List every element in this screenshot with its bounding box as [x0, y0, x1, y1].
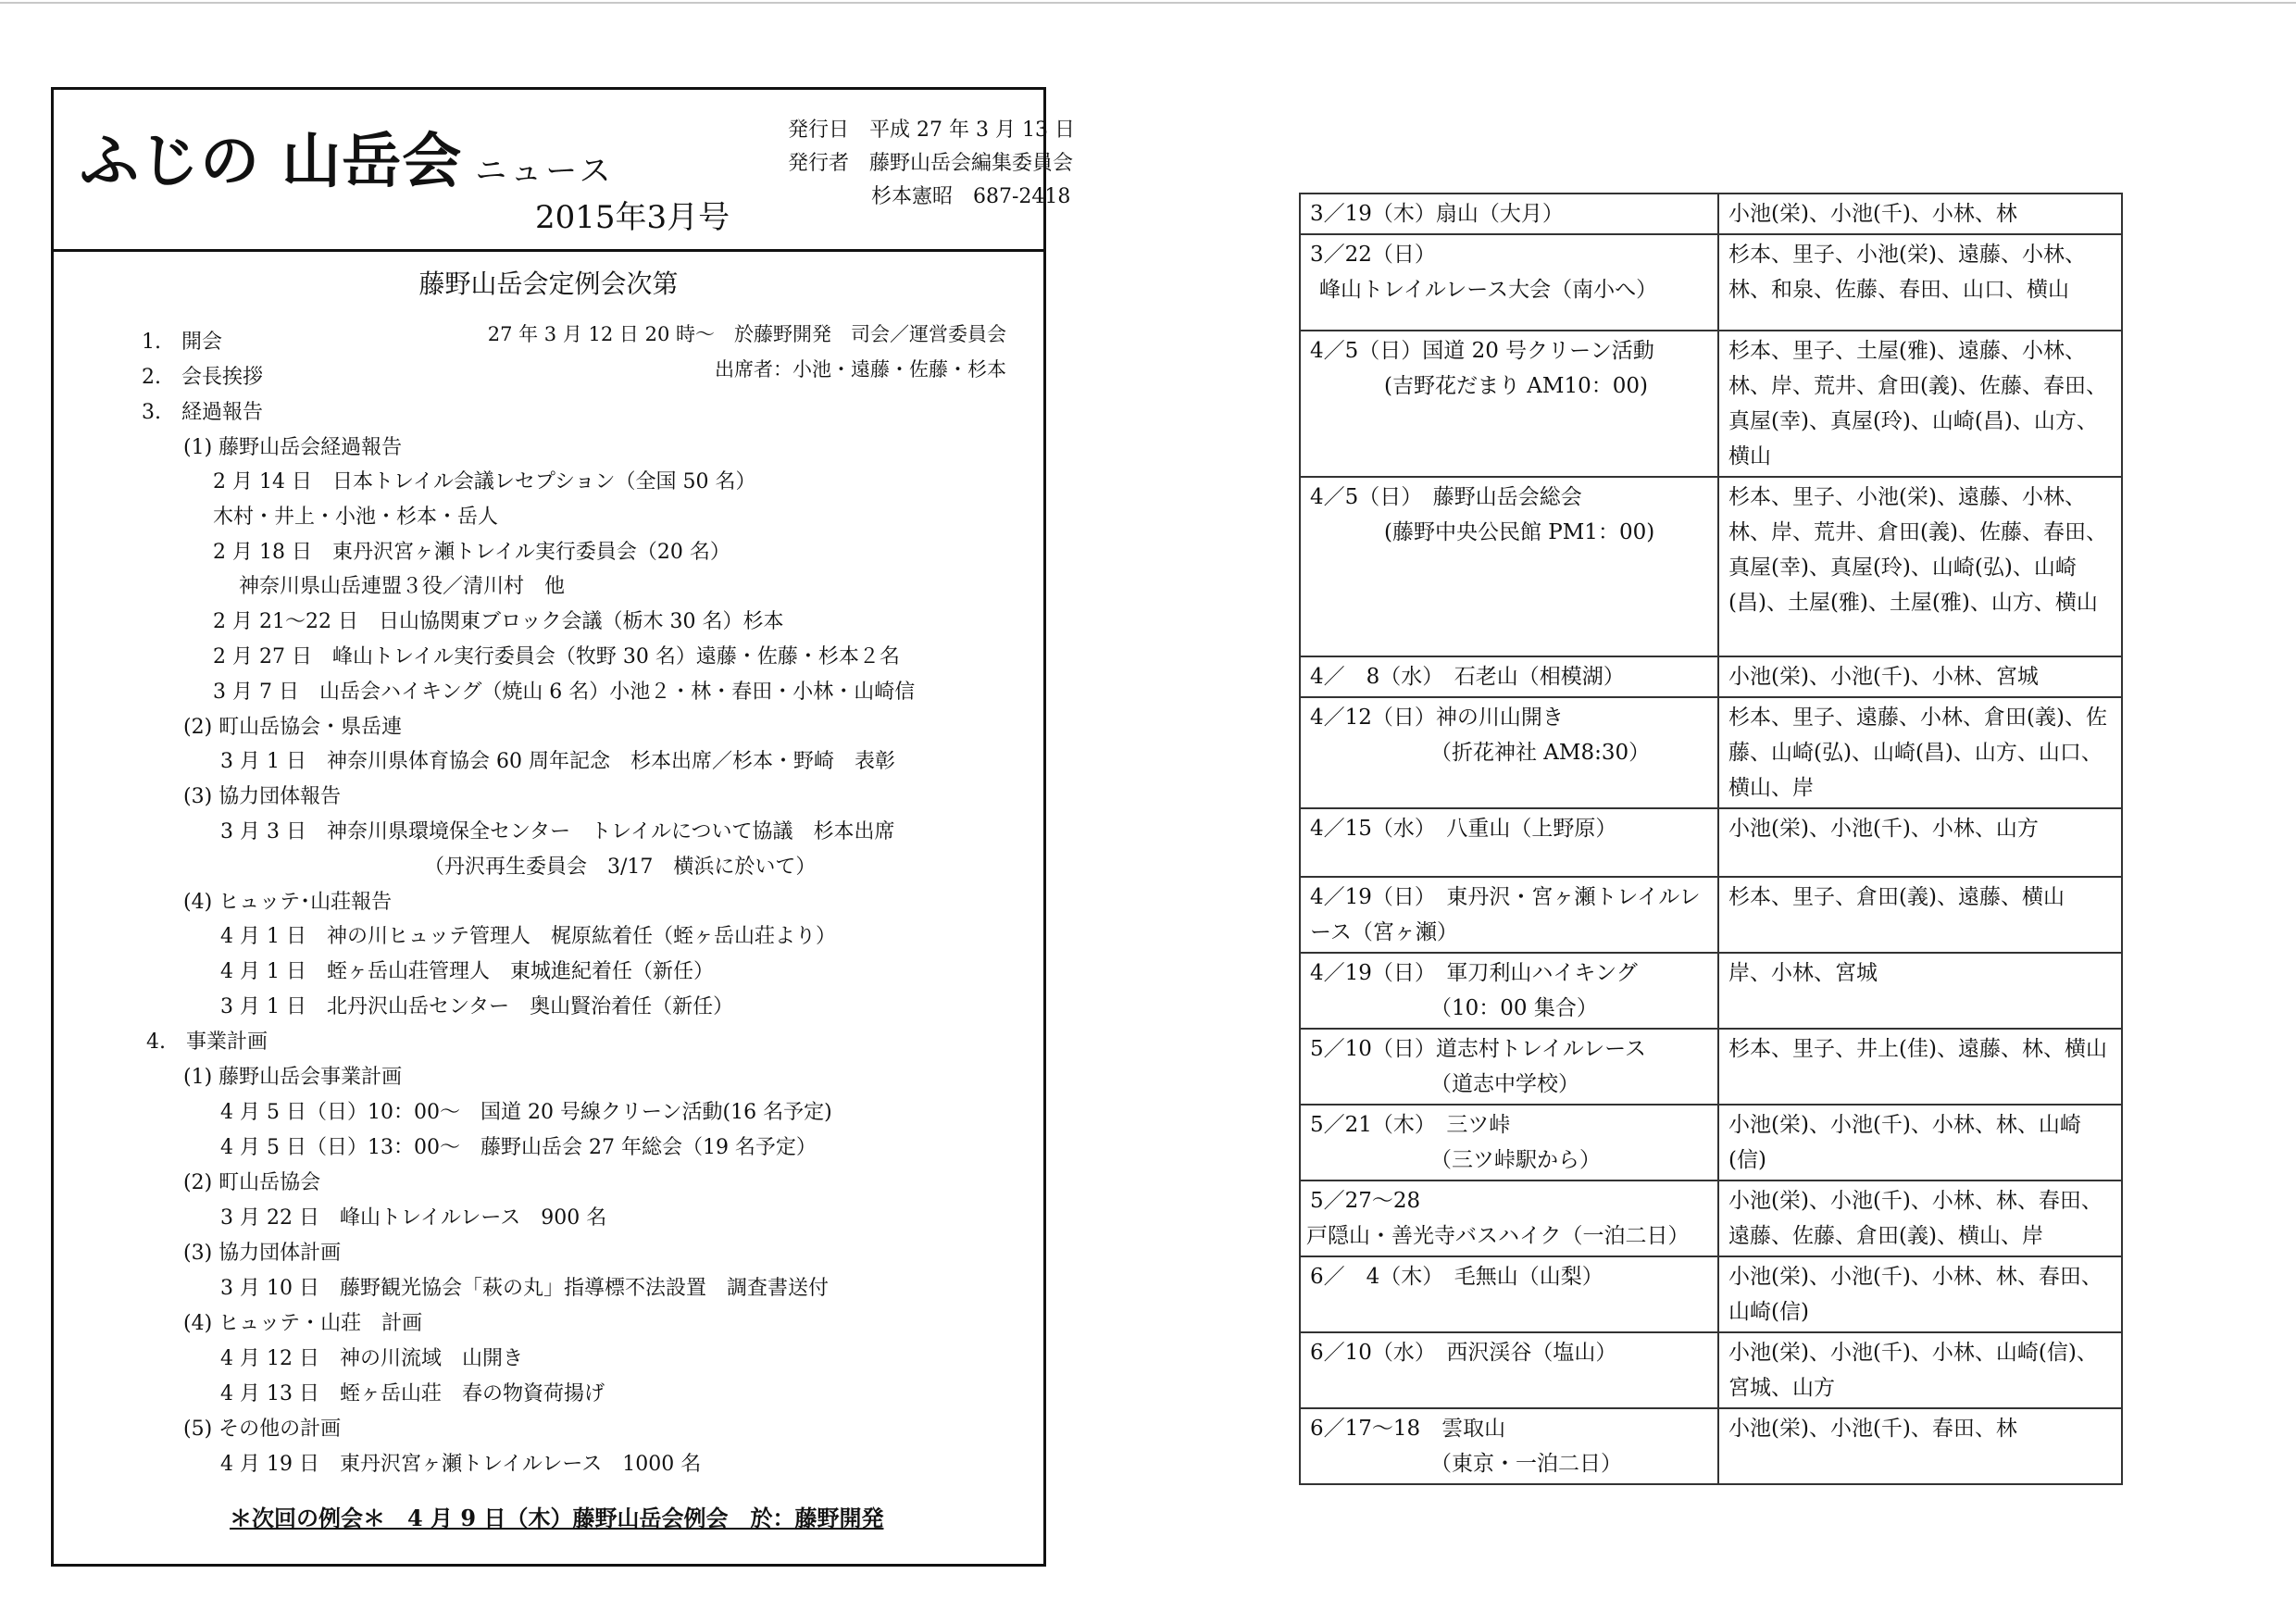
members-cell: 小池(栄)、小池(千)、小林、山崎(信)、宮城、山方: [1718, 1332, 2122, 1408]
agenda-line: (1) 藤野山岳会事業計画: [183, 1066, 403, 1089]
members-cell: 小池(栄)、小池(千)、小林、林、春田、遠藤、佐藤、倉田(義)、横山、岸: [1718, 1181, 2122, 1256]
next-meeting-notice: ＊次回の例会＊ 4 月 9 日（木）藤野山岳会例会 於：藤野開発: [230, 1505, 884, 1531]
event-cell: [1300, 808, 1718, 877]
event-line: (藤野中央公民館 PM1：00): [1384, 520, 1655, 544]
issue-title: 2015年3月号: [535, 199, 730, 236]
agenda-line: (1) 藤野山岳会経過報告: [183, 436, 403, 459]
publication-info: [788, 114, 1075, 214]
event-line: 3／19（木）扇山（大月）: [1310, 202, 1564, 226]
table-row: [1300, 194, 2122, 234]
meeting-title: 藤野山岳会定例会次第: [418, 269, 679, 299]
contact: 杉本憲昭 687-2418: [871, 185, 1071, 208]
newsletter-logo: [80, 114, 615, 199]
meeting-attendees: 出席者：小池・遠藤・佐藤・杉本: [715, 358, 1006, 381]
event-line: 4／19（日） 軍刀利山ハイキング: [1310, 961, 1638, 985]
event-cell: [1300, 1105, 1718, 1181]
event-line: 4／12（日）神の川山開き: [1310, 706, 1564, 730]
meeting-datetime: 27 年 3 月 12 日 20 時～ 於藤野開発 司会／運営委員会: [487, 323, 1006, 345]
members-cell: 杉本、里子、小池(栄)、遠藤、小林、林、和泉、佐藤、春田、山口、横山: [1718, 234, 2122, 331]
event-line: 3／22（日）: [1310, 243, 1436, 267]
event-cell: [1300, 194, 1718, 234]
scan-top-edge: [0, 2, 2296, 4]
agenda-line: 3 月 7 日 山岳会ハイキング（焼山 6 名）小池２・林・春田・小林・山崎信: [213, 681, 916, 704]
event-cell: [1300, 656, 1718, 697]
agenda-line: 4 月 1 日 蛭ヶ岳山荘管理人 東城進紀着任（新任）: [220, 960, 714, 983]
logo-suffix: ニュース: [475, 153, 615, 190]
agenda-line: (2) 町山岳協会: [183, 1171, 321, 1194]
header-divider: [54, 249, 1043, 252]
agenda-line: (2) 町山岳協会・県岳連: [183, 716, 403, 739]
agenda-line: (4) ヒュッテ･山荘報告: [183, 891, 393, 914]
event-line: 4／5（日）国道 20 号クリーン活動: [1310, 339, 1654, 363]
agenda-line: 4 月 13 日 蛭ヶ岳山荘 春の物資荷揚げ: [220, 1382, 605, 1405]
members-cell: 杉本、里子、遠藤、小林、倉田(義)、佐藤、山崎(弘)、山崎(昌)、山方、山口、横山、岸: [1718, 697, 2122, 808]
event-cell: [1300, 1332, 1718, 1408]
event-cell: [1300, 697, 1718, 808]
table-row: [1300, 1408, 2122, 1484]
agenda-line: （丹沢再生委員会 3/17 横浜に於いて）: [424, 856, 817, 879]
event-line: 6／17～18 雲取山: [1310, 1417, 1506, 1441]
table-row: [1300, 331, 2122, 477]
agenda-line: 4 月 19 日 東丹沢宮ヶ瀬トレイルレース 1000 名: [220, 1453, 702, 1476]
agenda-line: 2 月 27 日 峰山トレイル実行委員会（牧野 30 名）遠藤・佐藤・杉本２名: [213, 645, 900, 668]
table-row: [1300, 1105, 2122, 1181]
agenda-line: 木村・井上・小池・杉本・岳人: [213, 506, 499, 529]
event-cell: [1300, 1181, 1718, 1256]
table-row: [1300, 234, 2122, 331]
table-row: [1300, 1029, 2122, 1105]
event-line: 6／ 4（木） 毛無山（山梨）: [1310, 1265, 1603, 1289]
members-cell: 杉本、里子、小池(栄)、遠藤、小林、林、岸、荒井、倉田(義)、佐藤、春田、真屋(幸)、真屋(玲)、山崎(弘)、山崎(昌)、土屋(雅)、土屋(雅)、山方、横山: [1718, 477, 2122, 656]
event-line: （三ツ峠駅から）: [1430, 1148, 1601, 1172]
agenda-line: 神奈川県山岳連盟３役／清川村 他: [239, 575, 566, 598]
newsletter-page: [51, 87, 1075, 1567]
agenda-line: (3) 協力団体計画: [183, 1242, 342, 1265]
schedule-table: [1299, 193, 2123, 1485]
agenda-line: 3 月 22 日 峰山トレイルレース 900 名: [220, 1206, 607, 1230]
agenda-line: (4) ヒュッテ・山荘 計画: [183, 1312, 423, 1335]
event-line: 4／5（日） 藤野山岳会総会: [1310, 485, 1582, 509]
agenda-line: 2 月 14 日 日本トレイル会議レセプション（全国 50 名）: [213, 470, 756, 493]
table-row: [1300, 1181, 2122, 1256]
event-line: (吉野花だまり AM10：00): [1384, 374, 1648, 398]
meeting-info: [488, 317, 1006, 387]
event-cell: [1300, 1029, 1718, 1105]
members-cell: 小池(栄)、小池(千)、小林、山方: [1718, 808, 2122, 877]
table-row: [1300, 697, 2122, 808]
members-cell: 岸、小林、宮城: [1718, 953, 2122, 1029]
event-cell: [1300, 953, 1718, 1029]
agenda-line: 2 月 21～22 日 日山協関東ブロック会議（栃木 30 名）杉本: [213, 610, 784, 633]
table-row: [1300, 1256, 2122, 1332]
members-cell: 杉本、里子、土屋(雅)、遠藤、小林、林、岸、荒井、倉田(義)、佐藤、春田、真屋(幸)、真屋(玲)、山崎(昌)、山方、横山: [1718, 331, 2122, 477]
agenda-line: 3 月 10 日 藤野観光協会「萩の丸」指導標不法設置 調査書送付: [220, 1277, 829, 1300]
agenda-line: 3 月 3 日 神奈川県環境保全センター トレイルについて協議 杉本出席: [220, 820, 895, 843]
event-cell: [1300, 1408, 1718, 1484]
event-line: 4／19（日） 東丹沢・宮ヶ瀬トレイルレース（宮ヶ瀬）: [1310, 885, 1701, 944]
event-line: （折花神社 AM8:30）: [1430, 741, 1651, 765]
publisher: 発行者 藤野山岳会編集委員会: [788, 152, 1074, 175]
event-line: 峰山トレイルレース大会（南小へ）: [1319, 278, 1658, 302]
event-cell: [1300, 331, 1718, 477]
event-cell: [1300, 1256, 1718, 1332]
members-cell: 小池(栄)、小池(千)、春田、林: [1718, 1408, 2122, 1484]
agenda-line: (3) 協力団体報告: [183, 785, 342, 808]
members-cell: 小池(栄)、小池(千)、小林、林: [1718, 194, 2122, 234]
agenda-line: 4 月 5 日（日）10：00～ 国道 20 号線クリーン活動(16 名予定): [220, 1101, 832, 1124]
agenda-line: 2 月 18 日 東丹沢宮ヶ瀬トレイル実行委員会（20 名）: [213, 541, 730, 564]
event-line: 5／21（木） 三ツ峠: [1310, 1113, 1511, 1137]
event-line: （道志中学校）: [1430, 1072, 1579, 1096]
agenda-line: 4 月 1 日 神の川ヒュッテ管理人 梶原紘着任（蛭ヶ岳山荘より）: [220, 925, 836, 948]
agenda-line: 3 月 1 日 神奈川県体育協会 60 周年記念 杉本出席／杉本・野崎 表彰: [220, 750, 895, 773]
event-line: 4／15（水） 八重山（上野原）: [1310, 817, 1617, 841]
agenda-line: 3 月 1 日 北丹沢山岳センター 奥山賢治着任（新任）: [220, 995, 734, 1018]
table-row: [1300, 808, 2122, 877]
event-line: 戸隠山・善光寺バスハイク（一泊二日）: [1306, 1224, 1690, 1248]
agenda-line: 2. 会長挨拶: [142, 366, 263, 389]
event-line: 6／10（水） 西沢渓谷（塩山）: [1310, 1341, 1617, 1365]
event-line: （10：00 集合）: [1430, 996, 1598, 1020]
members-cell: 杉本、里子、倉田(義)、遠藤、横山: [1718, 877, 2122, 953]
event-line: 5／10（日）道志村トレイルレース: [1310, 1037, 1647, 1061]
event-line: （東京・一泊二日）: [1430, 1452, 1622, 1476]
event-cell: [1300, 477, 1718, 656]
agenda-line: 4 月 5 日（日）13：00～ 藤野山岳会 27 年総会（19 名予定）: [220, 1136, 817, 1159]
logo-text: ふじの 山岳会: [80, 128, 463, 196]
agenda-line: 1. 開会: [142, 331, 222, 354]
table-row: [1300, 656, 2122, 697]
agenda-line: 4. 事業計画: [146, 1031, 268, 1054]
table-row: [1300, 477, 2122, 656]
table-row: [1300, 953, 2122, 1029]
event-line: 4／ 8（水） 石老山（相模湖）: [1310, 665, 1625, 689]
members-cell: 小池(栄)、小池(千)、小林、宮城: [1718, 656, 2122, 697]
event-line: 5／27～28: [1310, 1189, 1421, 1213]
table-row: [1300, 877, 2122, 953]
members-cell: 小池(栄)、小池(千)、小林、林、春田、山崎(信): [1718, 1256, 2122, 1332]
members-cell: 小池(栄)、小池(千)、小林、林、山崎(信): [1718, 1105, 2122, 1181]
event-cell: [1300, 234, 1718, 331]
agenda-line: 4 月 12 日 神の川流域 山開き: [220, 1347, 523, 1370]
agenda-line: (5) その他の計画: [183, 1418, 342, 1441]
agenda-line: 3. 経過報告: [142, 401, 263, 424]
table-row: [1300, 1332, 2122, 1408]
publication-date: 発行日 平成 27 年 3 月 13 日: [788, 119, 1075, 142]
event-cell: [1300, 877, 1718, 953]
members-cell: 杉本、里子、井上(佳)、遠藤、林、横山: [1718, 1029, 2122, 1105]
